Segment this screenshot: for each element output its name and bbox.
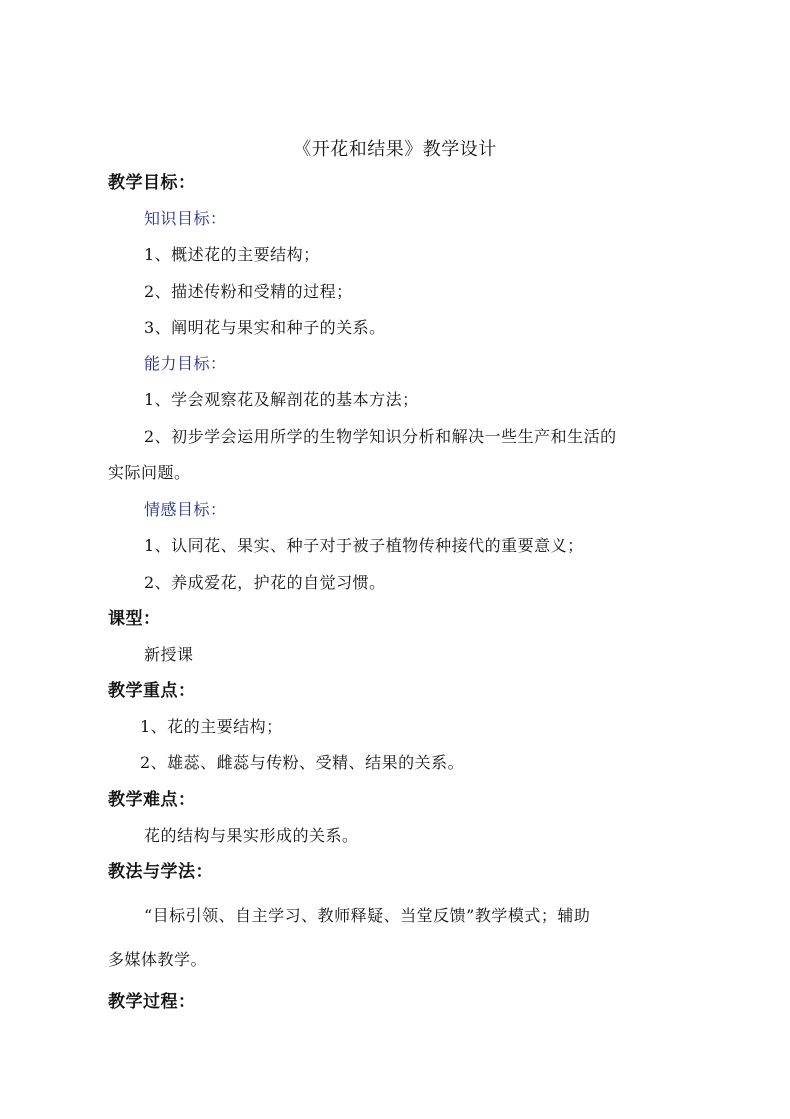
methods-line-2: 多媒体教学。 (108, 950, 208, 969)
methods-line-1: “目标引领、自主学习、教师释疑、当堂反馈”教学模式；辅助 (144, 906, 591, 925)
knowledge-item-1: 1、概述花的主要结构； (144, 245, 320, 264)
key-points-heading: 教学重点： (108, 681, 196, 701)
ability-item-2-continued: 实际问题。 (108, 463, 191, 482)
process-heading: 教学过程： (108, 992, 196, 1012)
lesson-type-value: 新授课 (144, 645, 194, 664)
difficulties-value: 花的结构与果实形成的关系。 (144, 826, 359, 845)
emotion-objectives-label: 情感目标： (144, 500, 227, 519)
ability-objectives-label: 能力目标： (144, 354, 227, 373)
difficulties-heading: 教学难点： (108, 790, 196, 810)
key-point-2: 2、雄蕊、雌蕊与传粉、受精、结果的关系。 (140, 753, 465, 772)
key-point-1: 1、花的主要结构； (140, 717, 283, 736)
knowledge-objectives-label: 知识目标： (144, 209, 227, 228)
methods-heading: 教法与学法： (108, 862, 213, 882)
knowledge-item-2: 2、描述传粉和受精的过程； (144, 282, 353, 301)
knowledge-item-3: 3、阐明花与果实和种子的关系。 (144, 318, 386, 337)
ability-item-2: 2、初步学会运用所学的生物学知识分析和解决一些生产和生活的 (144, 427, 617, 446)
emotion-item-1: 1、认同花、果实、种子对于被子植物传种接代的重要意义； (144, 536, 584, 555)
objectives-heading: 教学目标： (108, 173, 196, 193)
emotion-item-2: 2、养成爱花，护花的自觉习惯。 (144, 573, 386, 592)
document-title: 《开花和结果》教学设计 (293, 139, 497, 160)
ability-item-1: 1、学会观察花及解剖花的基本方法； (144, 390, 419, 409)
lesson-type-heading: 课型： (108, 609, 161, 629)
